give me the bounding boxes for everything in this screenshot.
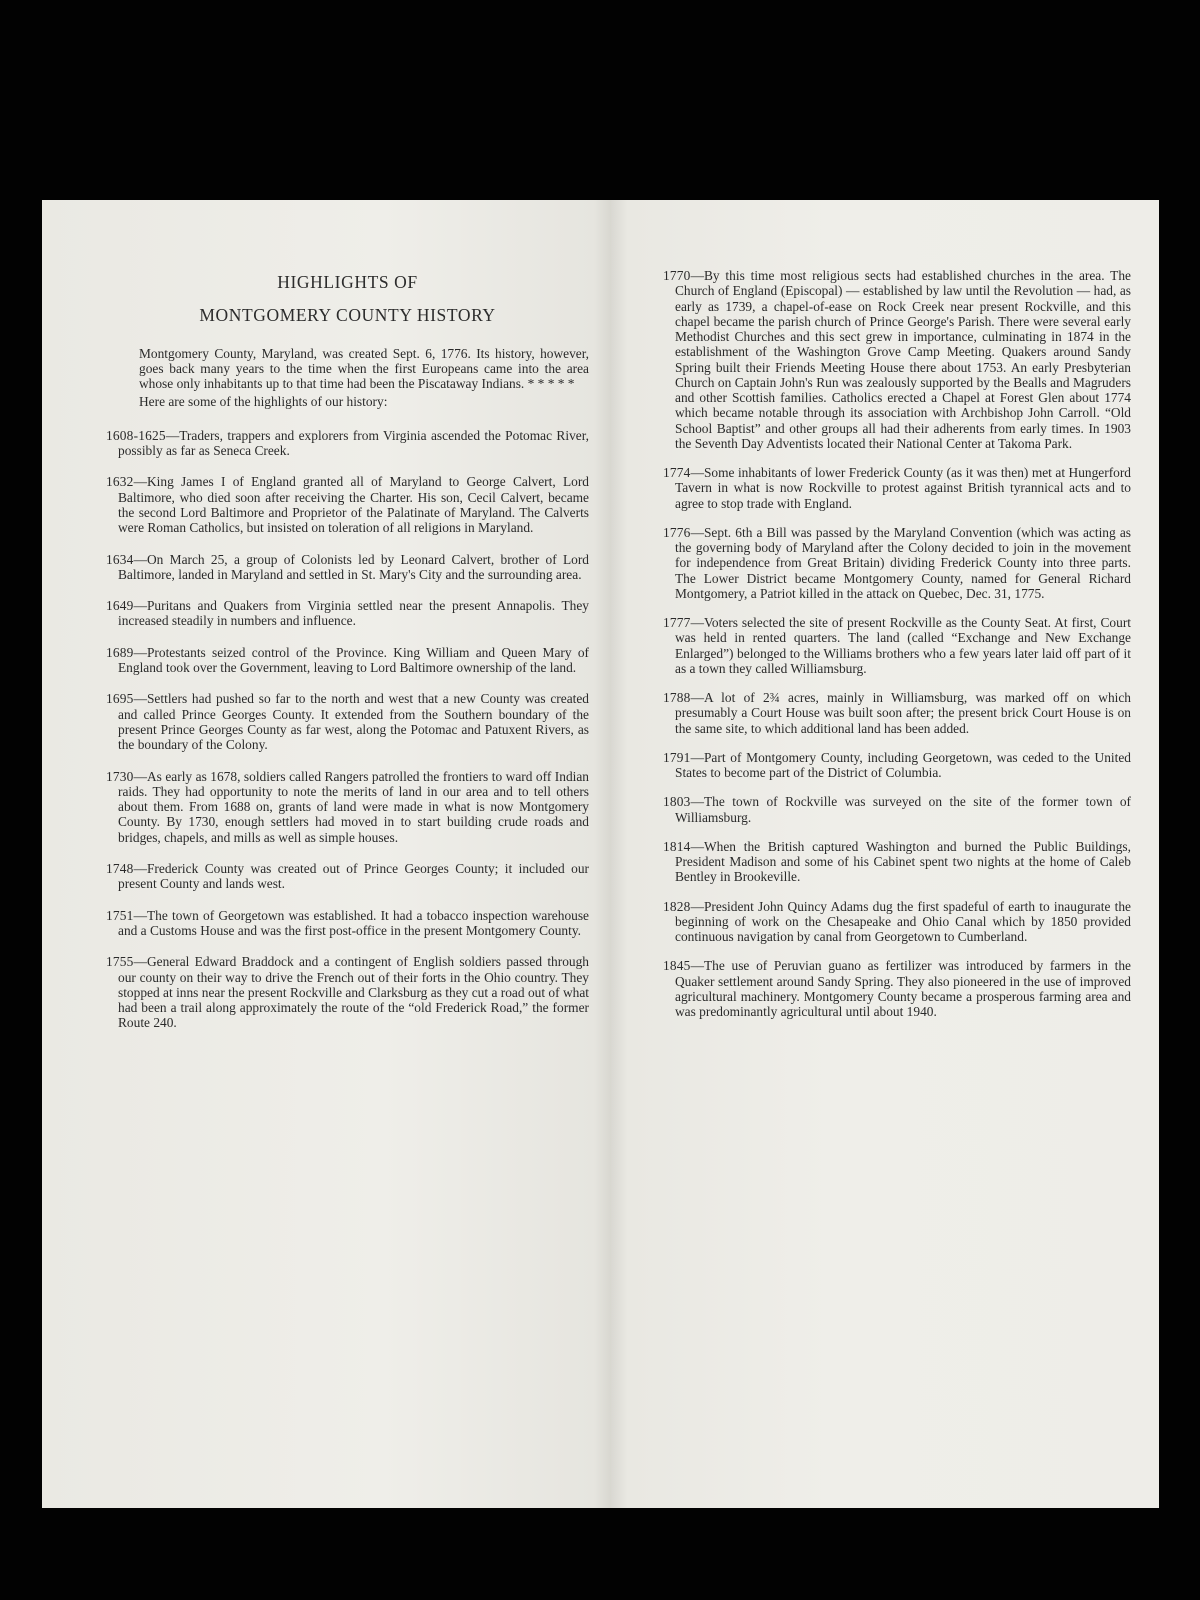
entry-text: Voters selected the site of present Rockville as the County Seat. At first, Court was held in rented quarters. The land (called “Exchange and New Exchange Enlarged”) belonged to the Williams brothers who a few years later laid off part of it as a town they called Williamsburg. xyxy=(675,615,1131,676)
history-entry xyxy=(663,615,1131,676)
entry-year: 1695 xyxy=(106,691,134,707)
entry-year: 1755 xyxy=(106,954,134,970)
entry-year: 1803 xyxy=(663,794,691,810)
entry-year: 1770 xyxy=(663,268,691,283)
entry-dash: — xyxy=(690,838,704,854)
entry-text: The town of Rockville was surveyed on the site of the former town of Williamsburg. xyxy=(675,794,1131,825)
document-title xyxy=(106,266,589,332)
entry-text: The use of Peruvian guano as fertilizer was introduced by farmers in the Quaker settlement around Sandy Spring. They also pioneered in the use of improved agricultural machinery. Montgomery County became a prosperous farming area and was predominantly agricultural until about 1940. xyxy=(675,958,1131,1019)
title-line-1: HIGHLIGHTS OF xyxy=(277,272,418,292)
entry-dash: — xyxy=(690,268,704,283)
entry-year: 1649 xyxy=(106,598,134,614)
entry-dash: — xyxy=(690,524,704,540)
entry-text: Some inhabitants of lower Frederick County (as it was then) met at Hungerford Tavern in what is now Rockville to protest against British tyrannical acts and to agree to stop trade with England. xyxy=(675,465,1131,511)
history-entry xyxy=(106,954,589,1030)
entry-dash: — xyxy=(133,551,147,567)
entry-text: As early as 1678, soldiers called Rangers patrolled the frontiers to ward off Indian raids. They had opportunity to note the merits of land in our area and to tell others about them. From 1688 on, grants of land were made in what is now Montgomery County. By 1730, enough settlers had moved in to start building crude roads and bridges, chapels, and mills as well as simple houses. xyxy=(118,768,589,845)
entry-year: 1828 xyxy=(663,898,691,914)
history-entry xyxy=(663,525,1131,601)
entry-text: Settlers had pushed so far to the north and west that a new County was created and called Prince Georges County. It extended from the Southern boundary of the present Prince Georges County as far west, along the Potomac and Patuxent Rivers, as the boundary of the Colony. xyxy=(118,691,589,753)
history-entry xyxy=(106,598,589,629)
entry-year: 1788 xyxy=(663,690,691,705)
history-entry xyxy=(106,552,589,583)
history-entry xyxy=(106,769,589,845)
entry-year: 1776 xyxy=(663,524,691,540)
history-entry xyxy=(106,908,589,939)
entry-text: When the British captured Washington and burned the Public Buildings, President Madison and some of his Cabinet spent two nights at the home of Caleb Bentley in Brookeville. xyxy=(675,838,1131,885)
entry-text: By this time most religious sects had established churches in the area. The Church of England (Episcopal) — established by law until the Revolution — had, as early as 1739, a chapel-of-ease on Rock Creek near present Rockville, and this chapel became the parish church of Prince George's Parish. There were several early Methodist Churches and this sect grew in importance, culminating in 1874 in the establishment of the Washington Grove Camp Meeting. Quakers around Sandy Spring built their Friends Meeting House there about 1753. An early Presbyterian Church on Captain John's Run was zealously supported by the Bealls and Magruders and other Scottish families. Catholics erected a Chapel at Forest Glen about 1774 which became notable through its association with Archbishop John Carroll. “Old School Baptist” and other groups all had their adherents from early times. In 1903 the Seventh Day Adventists located their National Center at Takoma Park. xyxy=(675,268,1131,451)
entry-text: Traders, trappers and explorers from Virginia ascended the Potomac River, possibly as far as Seneca Creek. xyxy=(118,427,589,459)
entry-year: 1632 xyxy=(106,474,134,490)
history-entry xyxy=(663,839,1131,885)
pamphlet xyxy=(42,200,1159,1508)
history-entry xyxy=(106,474,589,535)
entry-dash: — xyxy=(690,958,704,974)
entry-dash: — xyxy=(690,898,704,914)
entry-dash: — xyxy=(133,644,147,660)
entry-text: On March 25, a group of Colonists led by Leonard Calvert, brother of Lord Baltimore, landed in Maryland and settled in St. Mary's City and the surrounding area. xyxy=(118,551,589,582)
entry-dash: — xyxy=(133,954,147,970)
entry-dash: — xyxy=(133,768,147,784)
history-entry xyxy=(663,958,1131,1019)
entry-year: 1791 xyxy=(663,749,691,765)
entry-year: 1748 xyxy=(106,861,134,877)
entry-text: The town of Georgetown was established. It had a tobacco inspection warehouse and a Customs House and was the first post-office in the present Montgomery County. xyxy=(118,907,589,938)
entry-text: Puritans and Quakers from Virginia settled near the present Annapolis. They increased steadily in numbers and influence. xyxy=(118,598,589,629)
entry-text: Part of Montgomery County, including Georgetown, was ceded to the United States to become part of the District of Columbia. xyxy=(675,749,1131,780)
intro-highlights-line: Here are some of the highlights of our history: xyxy=(139,393,388,409)
entry-dash: — xyxy=(690,690,704,705)
entry-text: A lot of 2¾ acres, mainly in Williamsburg, was marked off on which presumably a Court House was built soon after; the present brick Court House is on the same site, to which additional land has been added. xyxy=(675,690,1131,736)
history-entry xyxy=(663,899,1131,945)
entry-dash: — xyxy=(690,749,704,765)
entry-dash: — xyxy=(133,598,147,614)
left-page xyxy=(42,200,611,1508)
entry-text: General Edward Braddock and a contingent of English soldiers passed through our county on their way to drive the French out of their forts in the Ohio country. They stopped at inns near the present Rockville and Clarksburg as they cut a road out of what had been a trail along approximately the route of the “old Frederick Road,” the former Route 240. xyxy=(118,954,589,1031)
history-entry xyxy=(106,428,589,459)
history-entry xyxy=(106,861,589,892)
entry-text: Sept. 6th a Bill was passed by the Maryland Convention (which was acting as the governing body of Maryland after the Colony decided to join in the movement for independence from Great Britain) dividing Frederick County into three parts. The Lower District became Montgomery County, named for General Richard Montgomery, a Patriot killed in the attack on Quebec, Dec. 31, 1775. xyxy=(675,524,1131,601)
history-entry xyxy=(106,645,589,676)
entry-text: King James I of England granted all of Maryland to George Calvert, Lord Baltimore, who died soon after receiving the Charter. His son, Cecil Calvert, became the second Lord Baltimore and Proprietor of the Palatinate of Maryland. The Calverts were Roman Catholics, but insisted on toleration of all religions in Maryland. xyxy=(118,474,589,536)
right-entry-list xyxy=(663,268,1131,1019)
history-entry xyxy=(663,690,1131,736)
entry-dash: — xyxy=(690,465,704,480)
entry-year: 1689 xyxy=(106,644,134,660)
entry-dash: — xyxy=(690,615,704,630)
right-page xyxy=(611,200,1159,1508)
title-line-2: MONTGOMERY COUNTY HISTORY xyxy=(199,305,496,325)
entry-year: 1730 xyxy=(106,768,134,784)
entry-text: Frederick County was created out of Prince Georges County; it included our present County and lands west. xyxy=(118,861,589,892)
history-entry xyxy=(663,465,1131,511)
entry-dash: — xyxy=(165,427,180,443)
entry-year: 1608-1625 xyxy=(106,427,166,443)
entry-year: 1634 xyxy=(106,551,134,567)
entry-year: 1751 xyxy=(106,907,134,923)
entry-dash: — xyxy=(690,794,704,810)
history-entry xyxy=(663,794,1131,825)
intro-paragraph: Montgomery County, Maryland, was created Sept. 6, 1776. Its history, however, goes back many years to the time when the first Europeans came into the area whose only inhabitants up to that time had been the Piscataway Indians. * * * * * xyxy=(139,346,589,392)
left-entry-list xyxy=(106,428,589,1031)
entry-year: 1777 xyxy=(663,615,691,630)
history-entry xyxy=(663,750,1131,781)
history-entry xyxy=(106,691,589,752)
history-entry xyxy=(663,268,1131,451)
entry-dash: — xyxy=(133,474,147,490)
entry-dash: — xyxy=(133,907,147,923)
intro-block xyxy=(139,346,589,409)
entry-text: President John Quincy Adams dug the first spadeful of earth to inaugurate the beginning of work on the Chesapeake and Ohio Canal which by 1850 provided continuous navigation by canal from Georgetown to Cumberland. xyxy=(675,898,1131,944)
entry-year: 1774 xyxy=(663,465,691,480)
entry-year: 1845 xyxy=(663,958,691,974)
entry-text: Protestants seized control of the Province. King William and Queen Mary of England took over the Government, leaving to Lord Baltimore ownership of the land. xyxy=(118,644,589,676)
entry-dash: — xyxy=(133,861,147,877)
entry-year: 1814 xyxy=(663,838,691,854)
entry-dash: — xyxy=(133,691,147,707)
